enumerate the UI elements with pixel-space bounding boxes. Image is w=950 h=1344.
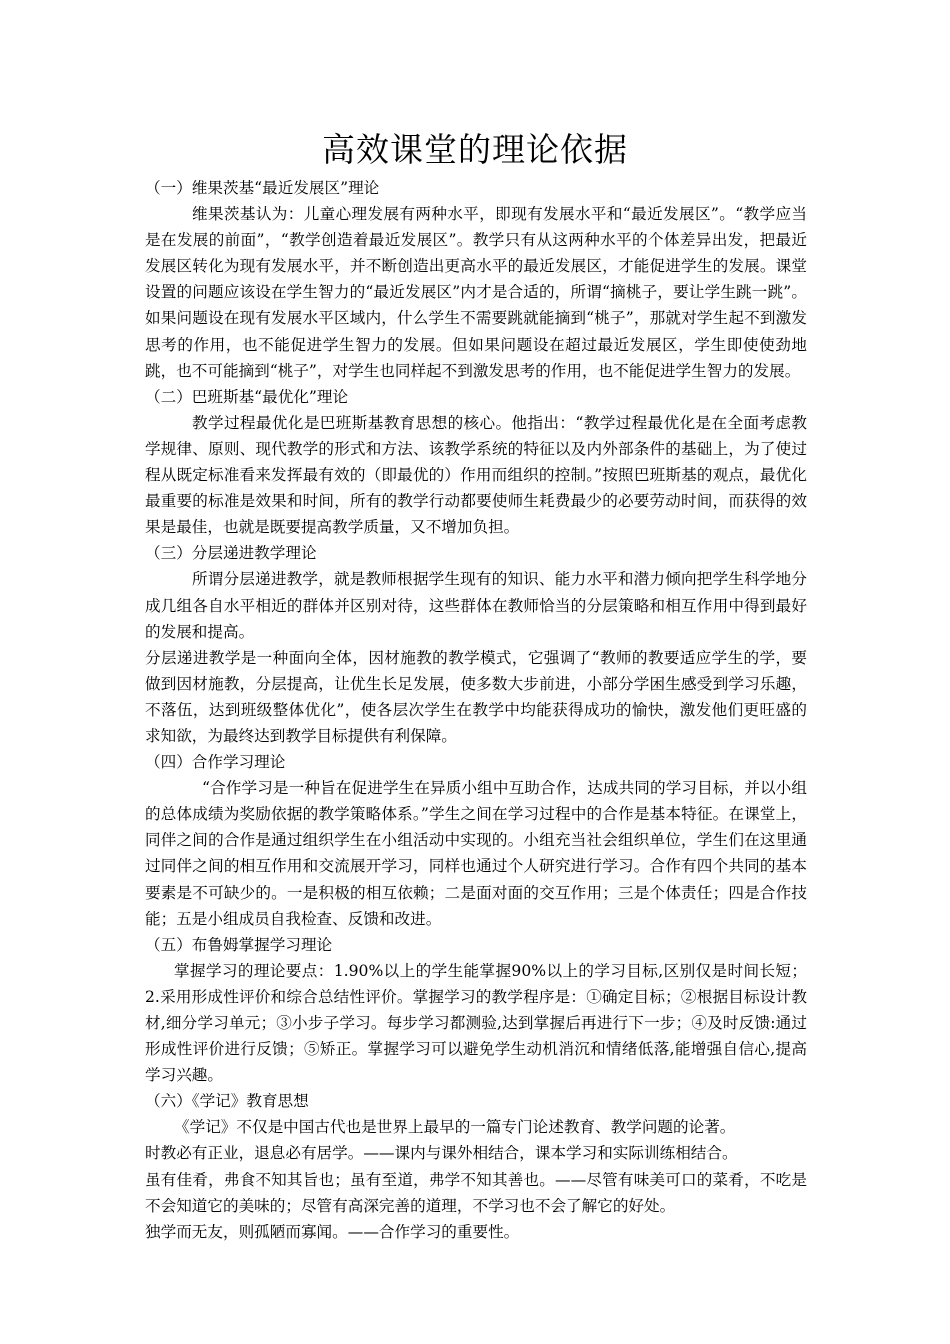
document-body <box>145 175 807 1245</box>
page-title: 高效课堂的理论依据 <box>322 130 628 169</box>
section-heading-4: （四）合作学习理论 <box>145 753 286 772</box>
section-6-quote-3: 独学而无友，则孤陋而寡闻。——合作学习的重要性。 <box>145 1222 520 1241</box>
section-2-paragraph-1: 教学过程最优化是巴班斯基教育思想的核心。他指出：“教学过程最优化是在全面考虑教学规律、原则、现代教学的形式和方法、该教学系统的特征以及内外部条件的基础上，为了使过程从既定标准看来发挥最有效的（即最优的）作用而组织的控制。”按照巴班斯基的观点，最优化最重要的标准是效果和时间，所有的教学行动都要使师生耗费最少的必要劳动时间，而获得的效果是最佳，也就是既要提高教学质量，又不增加负担。 <box>145 413 807 537</box>
section-3-paragraph-1: 所谓分层递进教学，就是教师根据学生现有的知识、能力水平和潜力倾向把学生科学地分成几组各自水平相近的群体并区别对待，这些群体在教师恰当的分层策略和相互作用中得到最好的发展和提高。 <box>145 570 807 641</box>
section-1-paragraph-1: 维果茨基认为：儿童心理发展有两种水平，即现有发展水平和“最近发展区”。“教学应当是在发展的前面”，“教学创造着最近发展区”。教学只有从这两种水平的个体差异出发，把最近发展区转化为现有发展水平，并不断创造出更高水平的最近发展区，才能促进学生的发展。课堂设置的问题应该设在学生智力的“最近发展区”内才是合适的，所谓“摘桃子，要让学生跳一跳”。如果问题设在现有发展水平区域内，什么学生不需要跳就能摘到“桃子”，那就对学生起不到激发思考的作用，也不能促进学生智力的发展。但如果问题设在超过最近发展区，学生即使使劲地跳，也不可能摘到“桃子”，对学生也同样起不到激发思考的作用，也不能促进学生智力的发展。 <box>145 205 807 380</box>
section-3-paragraph-2: 分层递进教学是一种面向全体，因材施教的教学模式，它强调了“教师的教要适应学生的学，要做到因材施教，分层提高，让优生长足发展，使多数大步前进，小部分学困生感受到学习乐趣，不落伍，达到班级整体优化”，使各层次学生在教学中均能获得成功的愉快，激发他们更旺盛的求知欲，为最终达到教学目标提供有利保障。 <box>145 648 807 745</box>
section-4-paragraph-1: “合作学习是一种旨在促进学生在异质小组中互助合作，达成共同的学习目标，并以小组的总体成绩为奖励依据的教学策略体系。”学生之间在学习过程中的合作是基本特征。在课堂上，同伴之间的合作是通过组织学生在小组活动中实现的。小组充当社会组织单位，学生们在这里通过同伴之间的相互作用和交流展开学习，同样也通过个人研究进行学习。合作有四个共同的基本要素是不可缺少的。一是积极的相互依赖；二是面对面的交互作用；三是个体责任；四是合作技能；五是小组成员自我检查、反馈和改进。 <box>145 779 807 928</box>
section-5-paragraph-1: 掌握学习的理论要点：1.90%以上的学生能掌握90%以上的学习目标,区别仅是时间长短；2.采用形成性评价和综合总结性评价。掌握学习的教学程序是：①确定目标；②根据目标设计教材,细分学习单元；③小步子学习。每步学习都测验,达到掌握后再进行下一步；④及时反馈:通过形成性评价进行反馈；⑤矫正。掌握学习可以避免学生动机消沉和情绪低落,能增强自信心,提高学习兴趣。 <box>145 961 807 1085</box>
section-heading-5: （五）布鲁姆掌握学习理论 <box>145 935 333 954</box>
section-6-quote-2: 虽有佳肴，弗食不知其旨也；虽有至道，弗学不知其善也。——尽管有味美可口的菜肴，不吃是不会知道它的美味的；尽管有高深完善的道理，不学习也不会了解它的好处。 <box>145 1170 807 1215</box>
section-heading-6: （六）《学记》教育思想 <box>145 1092 309 1111</box>
section-heading-2: （二）巴班斯基“最优化”理论 <box>145 387 349 406</box>
section-heading-3: （三）分层递进教学理论 <box>145 544 317 563</box>
section-heading-1: （一）维果茨基“最近发展区”理论 <box>145 179 380 197</box>
section-6-quote-1: 时教必有正业，退息必有居学。——课内与课外相结合，课本学习和实际训练相结合。 <box>145 1144 738 1163</box>
section-6-paragraph-1: 《学记》不仅是中国古代也是世界上最早的一篇专门论述教育、教学问题的论著。 <box>174 1118 736 1137</box>
